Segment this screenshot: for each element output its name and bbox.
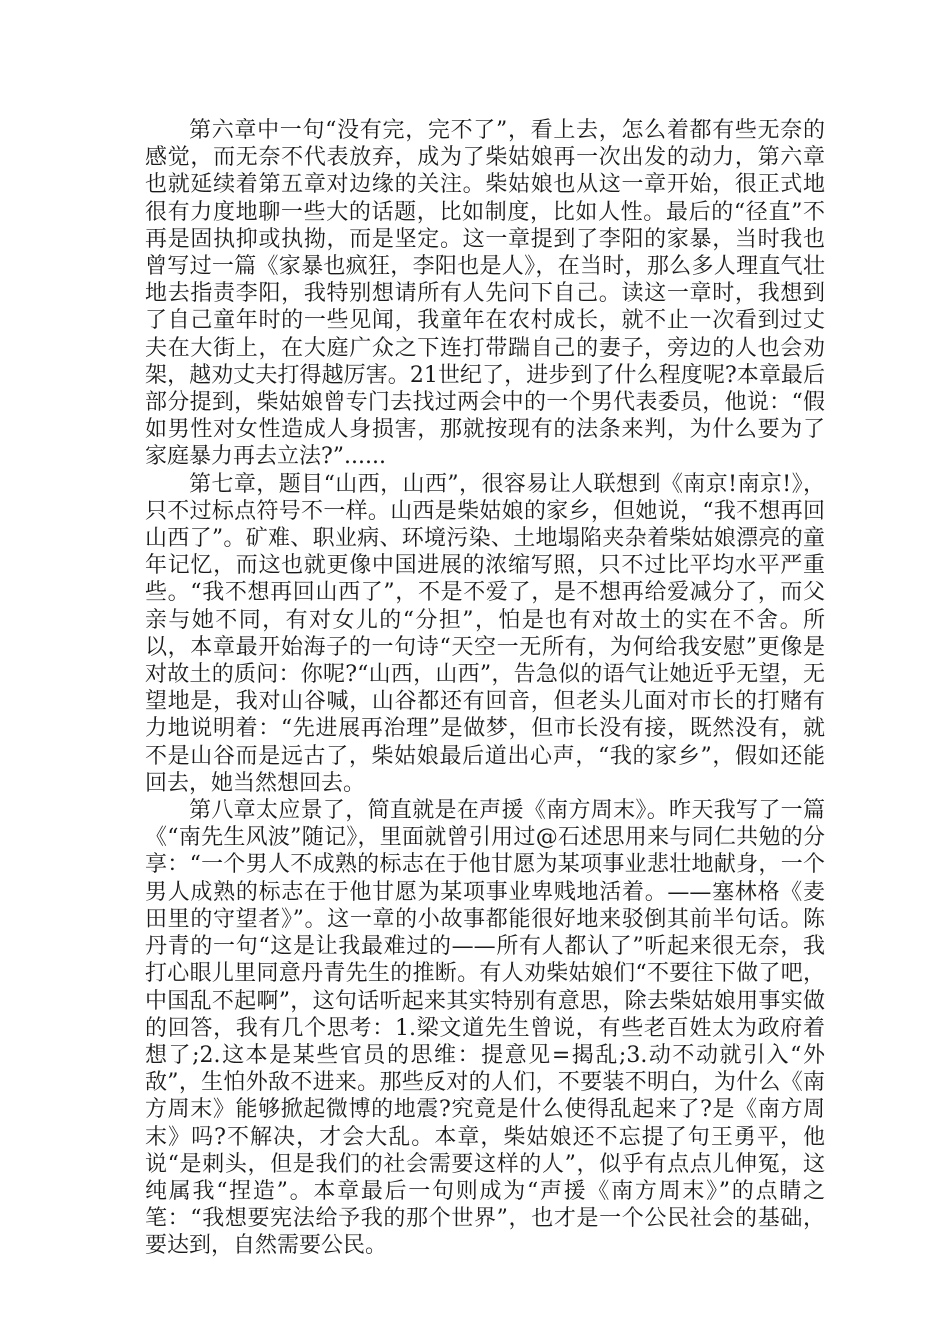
paragraph-chapter-eight: 第八章太应景了，简直就是在声援《南方周末》。昨天我写了一篇《“南先生风波”随记》，里面就曾引用过@石述思用来与同仁共勉的分享：“一个男人不成熟的标志在于他甘愿为某项事业悲壮地献身，一个男人成熟的标志在于他甘愿为某项事业卑贱地活着。——塞林格《麦田里的守望者》”。这一章的小故事都能很好地来驳倒其前半句话。陈丹青的一句“这是让我最难过的——所有人都认了”听起来很无奈，我打心眼儿里同意丹青先生的推断。有人劝柴姑娘们“不要往下做了吧，中国乱不起啊”，这句话听起来其实特别有意思，除去柴姑娘用事实做的回答，我有几个思考：1.梁文道先生曾说，有些老百姓太为政府着想了;2.这本是某些官员的思维：提意见=揭乱;3.动不动就引入“外敌”，生怕外敌不进来。那些反对的人们，不要装不明白，为什么《南方周末》能够掀起微博的地震?究竟是什么使得乱起来了?是《南方周末》吗?不解决，才会大乱。本章，柴姑娘还不忘提了句王勇平，他说“是刺头，但是我们的社会需要这样的人”，似乎有点点儿伸冤，这纯属我“捏造”。本章最后一句则成为“声援《南方周末》”的点睛之笔：“我想要宪法给予我的那个世界”，也才是一个公民社会的基础，要达到，自然需要公民。 xyxy=(145,798,825,1259)
document-page xyxy=(145,117,825,1260)
paragraph-chapter-six: 第六章中一句“没有完，完不了”，看上去，怎么着都有些无奈的感觉，而无奈不代表放弃，成为了柴姑娘再一次出发的动力，第六章也就延续着第五章对边缘的关注。柴姑娘也从这一章开始，很正式地很有力度地聊一些大的话题，比如制度，比如人性。最后的“径直”不再是固执抑或执拗，而是坚定。这一章提到了李阳的家暴，当时我也曾写过一篇《家暴也疯狂，李阳也是人》，在当时，那么多人理直气壮地去指责李阳，我特别想请所有人先问下自己。读这一章时，我想到了自己童年时的一些见闻，我童年在农村成长，就不止一次看到过丈夫在大街上，在大庭广众之下连打带踹自己的妻子，旁边的人也会劝架，越劝丈夫打得越厉害。21世纪了，进步到了什么程度呢?本章最后部分提到，柴姑娘曾专门去找过两会中的一个男代表委员，他说：“假如男性对女性造成人身损害，那就按现有的法条来判，为什么要为了家庭暴力再去立法?”...... xyxy=(145,118,825,470)
paragraph-chapter-seven: 第七章，题目“山西，山西”，很容易让人联想到《南京!南京!》，只不过标点符号不一样。山西是柴姑娘的家乡，但她说，“我不想再回山西了”。矿难、职业病、环境污染、土地塌陷夹杂着柴姑娘漂亮的童年记忆，而这也就更像中国进展的浓缩写照，只不过比平均水平严重些。“我不想再回山西了”，不是不爱了，是不想再给爱减分了，而父亲与她不同，有对女儿的“分担”，怕是也有对故土的实在不舍。所以，本章最开始海子的一句诗“天空一无所有，为何给我安慰”更像是对故土的质问：你呢?“山西，山西”，告急似的语气让她近乎无望，无望地是，我对山谷喊，山谷都还有回音，但老头儿面对市长的打赌有力地说明着：“先进展再治理”是做梦，但市长没有接，既然没有，就不是山谷而是远古了，柴姑娘最后道出心声，“我的家乡”，假如还能回去，她当然想回去。 xyxy=(145,471,825,796)
